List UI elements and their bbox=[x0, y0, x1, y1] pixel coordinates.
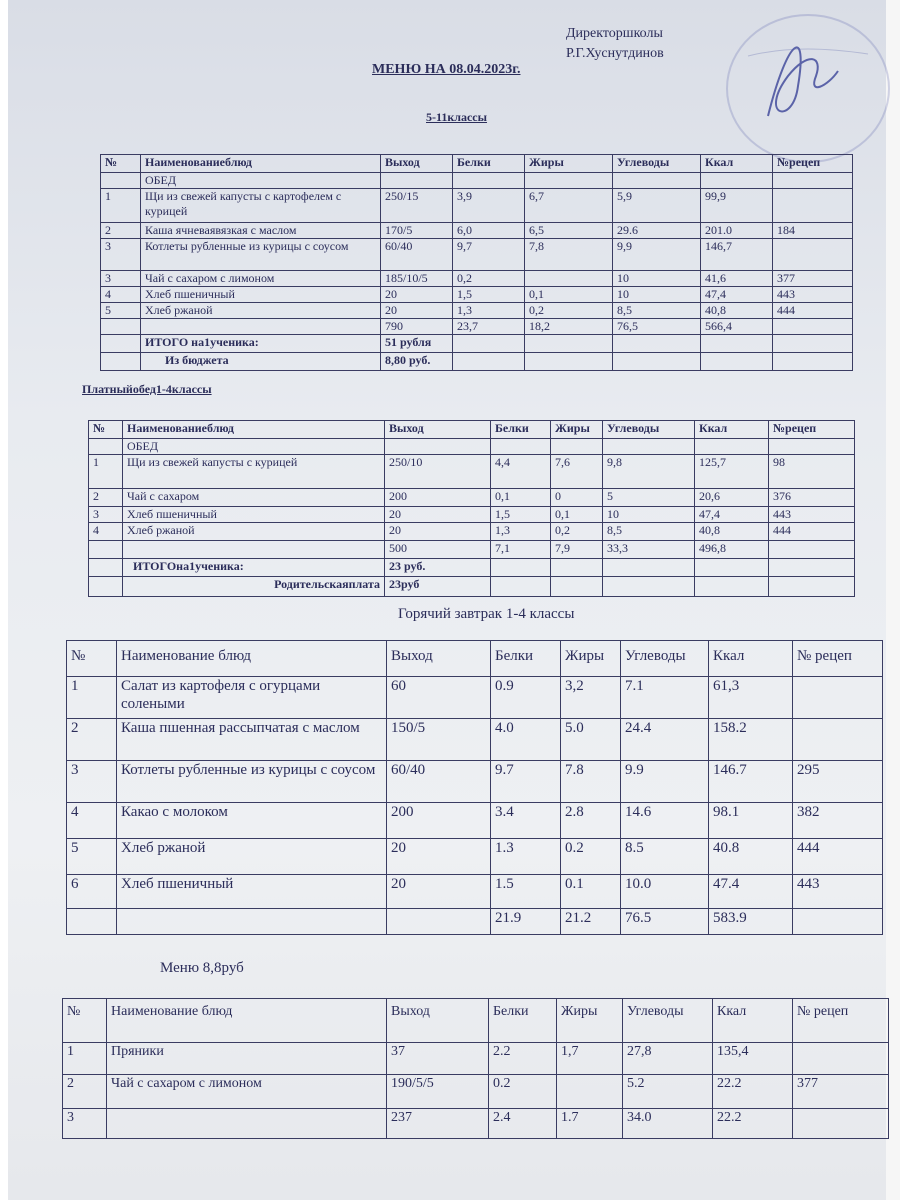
cell: 0,2 bbox=[551, 523, 603, 541]
cell: 10 bbox=[613, 287, 701, 303]
cell: Хлеб пшеничный bbox=[123, 507, 385, 523]
itogo-row bbox=[101, 335, 853, 353]
table-row bbox=[67, 761, 883, 803]
cell bbox=[525, 271, 613, 287]
cell: 1.5 bbox=[491, 875, 561, 909]
cell: 170/5 bbox=[381, 223, 453, 239]
cell: 9,7 bbox=[453, 239, 525, 271]
cell: 377 bbox=[793, 1075, 889, 1109]
header-cell: Выход bbox=[381, 155, 453, 173]
cell: 1.3 bbox=[491, 839, 561, 875]
cell: 443 bbox=[793, 875, 883, 909]
director-label: Директоршколы bbox=[566, 26, 663, 41]
cell: 790 bbox=[381, 319, 453, 335]
parent-payment-row bbox=[89, 577, 855, 597]
cell: 47.4 bbox=[709, 875, 793, 909]
table-row bbox=[101, 189, 853, 223]
cell bbox=[89, 541, 123, 559]
cell: 201.0 bbox=[701, 223, 773, 239]
cell: 4 bbox=[101, 287, 141, 303]
header-cell: Жиры bbox=[557, 999, 623, 1043]
paid-lunch-title: Платныйобед1-4классы bbox=[82, 382, 212, 396]
cell: 5 bbox=[603, 489, 695, 507]
header-cell: № bbox=[63, 999, 107, 1043]
lunch-table-5-11 bbox=[100, 154, 853, 371]
cell: 1,3 bbox=[491, 523, 551, 541]
cell: 3 bbox=[89, 507, 123, 523]
cell: 7,9 bbox=[551, 541, 603, 559]
header-cell: Углеводы bbox=[613, 155, 701, 173]
cell: 33,3 bbox=[603, 541, 695, 559]
cell: 3 bbox=[67, 761, 117, 803]
cell bbox=[67, 909, 117, 935]
cell: 37 bbox=[387, 1043, 489, 1075]
menu-8-8-title: Меню 8,8руб bbox=[160, 960, 244, 976]
cell: 20 bbox=[385, 523, 491, 541]
cell: Хлеб ржаной bbox=[117, 839, 387, 875]
cell: 500 bbox=[385, 541, 491, 559]
cell: 47,4 bbox=[701, 287, 773, 303]
table-row bbox=[67, 875, 883, 909]
cell: 146,7 bbox=[701, 239, 773, 271]
cell bbox=[769, 541, 855, 559]
itogo-value: 23 руб. bbox=[385, 559, 491, 577]
cell: 2 bbox=[89, 489, 123, 507]
cell bbox=[123, 541, 385, 559]
cell: 2 bbox=[101, 223, 141, 239]
cell: 14.6 bbox=[621, 803, 709, 839]
cell: 18,2 bbox=[525, 319, 613, 335]
cell bbox=[387, 909, 491, 935]
cell bbox=[107, 1109, 387, 1139]
cell: 2.2 bbox=[489, 1043, 557, 1075]
cell: 135,4 bbox=[713, 1043, 793, 1075]
cell: 4 bbox=[67, 803, 117, 839]
cell: 20 bbox=[387, 839, 491, 875]
menu-8-8-table bbox=[62, 998, 889, 1139]
cell: 9,9 bbox=[613, 239, 701, 271]
cell: 1 bbox=[89, 455, 123, 489]
cell: 98.1 bbox=[709, 803, 793, 839]
cell: 76,5 bbox=[613, 319, 701, 335]
cell: Хлеб пшеничный bbox=[117, 875, 387, 909]
header-cell: Жиры bbox=[551, 421, 603, 439]
cell: 295 bbox=[793, 761, 883, 803]
cell: 2.8 bbox=[561, 803, 621, 839]
total-row bbox=[101, 319, 853, 335]
table-row bbox=[89, 489, 855, 507]
table-row bbox=[63, 1075, 889, 1109]
header-cell: Жиры bbox=[561, 641, 621, 677]
table-header-row bbox=[101, 155, 853, 173]
table-row bbox=[63, 1109, 889, 1139]
cell: 496,8 bbox=[695, 541, 769, 559]
cell: 382 bbox=[793, 803, 883, 839]
cell: 1,3 bbox=[453, 303, 525, 319]
header-cell: Наименование блюд bbox=[107, 999, 387, 1043]
section-row bbox=[101, 173, 853, 189]
cell: Салат из картофеля с огурцами солеными bbox=[117, 677, 387, 719]
header-cell: Ккал bbox=[701, 155, 773, 173]
cell: 7,8 bbox=[525, 239, 613, 271]
header-cell: Наименованиеблюд bbox=[141, 155, 381, 173]
header-cell: Выход bbox=[387, 999, 489, 1043]
cell: Щи из свежей капусты с картофелем с курицей bbox=[141, 189, 381, 223]
cell bbox=[773, 189, 853, 223]
cell: 0,2 bbox=[453, 271, 525, 287]
budget-label: Из бюджета bbox=[141, 353, 381, 371]
cell: 10 bbox=[603, 507, 695, 523]
cell: 20,6 bbox=[695, 489, 769, 507]
cell: 200 bbox=[385, 489, 491, 507]
parent-payment-value: 23руб bbox=[385, 577, 491, 597]
cell: 1 bbox=[63, 1043, 107, 1075]
cell: 9.9 bbox=[621, 761, 709, 803]
cell: 22.2 bbox=[713, 1075, 793, 1109]
header-cell: Наименование блюд bbox=[117, 641, 387, 677]
parent-payment-label: Родительскаяплата bbox=[123, 577, 385, 597]
cell: 76.5 bbox=[621, 909, 709, 935]
cell: 7,6 bbox=[551, 455, 603, 489]
cell: 237 bbox=[387, 1109, 489, 1139]
cell: Какао с молоком bbox=[117, 803, 387, 839]
cell: 7.1 bbox=[621, 677, 709, 719]
header-cell: Выход bbox=[385, 421, 491, 439]
cell: 6 bbox=[67, 875, 117, 909]
cell: 7,1 bbox=[491, 541, 551, 559]
cell: 29.6 bbox=[613, 223, 701, 239]
table-row bbox=[101, 303, 853, 319]
cell: Чай с сахаром с лимоном bbox=[107, 1075, 387, 1109]
menu-title: МЕНЮ НА 08.04.2023г. bbox=[372, 62, 521, 77]
itogo-value: 51 рубля bbox=[381, 335, 453, 353]
cell: 20 bbox=[387, 875, 491, 909]
cell: Котлеты рубленные из курицы с соусом bbox=[141, 239, 381, 271]
cell: 0.2 bbox=[561, 839, 621, 875]
cell: 60/40 bbox=[381, 239, 453, 271]
header-cell: Белки bbox=[491, 641, 561, 677]
cell: Каша ячневаявязкая с маслом bbox=[141, 223, 381, 239]
header-cell: Углеводы bbox=[623, 999, 713, 1043]
table-row bbox=[101, 271, 853, 287]
table-row bbox=[67, 677, 883, 719]
header-cell: Ккал bbox=[695, 421, 769, 439]
cell: 27,8 bbox=[623, 1043, 713, 1075]
cell bbox=[793, 1043, 889, 1075]
cell: 99,9 bbox=[701, 189, 773, 223]
cell: 6,5 bbox=[525, 223, 613, 239]
cell: 0 bbox=[551, 489, 603, 507]
cell: 34.0 bbox=[623, 1109, 713, 1139]
header-cell: № рецеп bbox=[793, 999, 889, 1043]
cell: 158.2 bbox=[709, 719, 793, 761]
cell: 21.2 bbox=[561, 909, 621, 935]
cell: 20 bbox=[381, 287, 453, 303]
table-row bbox=[67, 803, 883, 839]
budget-value: 8,80 руб. bbox=[381, 353, 453, 371]
cell: 41,6 bbox=[701, 271, 773, 287]
total-row bbox=[89, 541, 855, 559]
cell: 47,4 bbox=[695, 507, 769, 523]
cell: Чай с сахаром bbox=[123, 489, 385, 507]
cell: Пряники bbox=[107, 1043, 387, 1075]
header-cell: Ккал bbox=[713, 999, 793, 1043]
section-label: ОБЕД bbox=[123, 439, 385, 455]
cell: 5.2 bbox=[623, 1075, 713, 1109]
header-cell: №рецеп bbox=[769, 421, 855, 439]
cell: 61,3 bbox=[709, 677, 793, 719]
cell: 6,0 bbox=[453, 223, 525, 239]
cell: Щи из свежей капусты с курицей bbox=[123, 455, 385, 489]
cell bbox=[793, 909, 883, 935]
cell: 3,9 bbox=[453, 189, 525, 223]
cell: Хлеб ржаной bbox=[123, 523, 385, 541]
header-cell: Наименованиеблюд bbox=[123, 421, 385, 439]
section-row bbox=[89, 439, 855, 455]
header-cell: Белки bbox=[489, 999, 557, 1043]
table-row bbox=[89, 507, 855, 523]
cell: 1 bbox=[101, 189, 141, 223]
table-row bbox=[101, 223, 853, 239]
header-cell: № bbox=[89, 421, 123, 439]
cell: 40.8 bbox=[709, 839, 793, 875]
cell: 3 bbox=[101, 271, 141, 287]
cell: 10.0 bbox=[621, 875, 709, 909]
cell: 443 bbox=[769, 507, 855, 523]
cell: 3 bbox=[63, 1109, 107, 1139]
cell: 8,5 bbox=[603, 523, 695, 541]
header-cell: № bbox=[67, 641, 117, 677]
cell: 1,5 bbox=[491, 507, 551, 523]
header-cell: Жиры bbox=[525, 155, 613, 173]
cell: 5 bbox=[67, 839, 117, 875]
cell: 3 bbox=[101, 239, 141, 271]
itogo-row bbox=[89, 559, 855, 577]
cell: Хлеб пшеничный bbox=[141, 287, 381, 303]
header-cell: № рецеп bbox=[793, 641, 883, 677]
hot-breakfast-table bbox=[66, 640, 883, 935]
cell bbox=[793, 677, 883, 719]
cell: 1,5 bbox=[453, 287, 525, 303]
header-cell: Ккал bbox=[709, 641, 793, 677]
table-row bbox=[101, 287, 853, 303]
cell: 200 bbox=[387, 803, 491, 839]
breakfast-title: Горячий завтрак 1-4 классы bbox=[398, 606, 575, 622]
paid-lunch-table-1-4 bbox=[88, 420, 855, 597]
cell: 20 bbox=[385, 507, 491, 523]
cell: 0,2 bbox=[525, 303, 613, 319]
header-cell: Углеводы bbox=[603, 421, 695, 439]
cell: 21.9 bbox=[491, 909, 561, 935]
header-cell: № bbox=[101, 155, 141, 173]
cell: 1.7 bbox=[557, 1109, 623, 1139]
cell: 9,8 bbox=[603, 455, 695, 489]
cell: 377 bbox=[773, 271, 853, 287]
cell: 0,1 bbox=[551, 507, 603, 523]
cell: 250/15 bbox=[381, 189, 453, 223]
header-cell: №рецеп bbox=[773, 155, 853, 173]
cell: 8,5 bbox=[613, 303, 701, 319]
budget-row bbox=[101, 353, 853, 371]
cell: 10 bbox=[613, 271, 701, 287]
cell: 146.7 bbox=[709, 761, 793, 803]
cell: 444 bbox=[773, 303, 853, 319]
cell: 5 bbox=[101, 303, 141, 319]
cell: 7.8 bbox=[561, 761, 621, 803]
header-cell: Углеводы bbox=[621, 641, 709, 677]
cell: Хлеб ржаной bbox=[141, 303, 381, 319]
table-header-row bbox=[89, 421, 855, 439]
cell: 1,7 bbox=[557, 1043, 623, 1075]
cell: 2.4 bbox=[489, 1109, 557, 1139]
grades-subtitle: 5-11классы bbox=[426, 110, 488, 124]
table-row bbox=[67, 719, 883, 761]
cell bbox=[141, 319, 381, 335]
table-row bbox=[89, 455, 855, 489]
header-cell: Белки bbox=[453, 155, 525, 173]
cell: Котлеты рубленные из курицы с соусом bbox=[117, 761, 387, 803]
cell: 0,1 bbox=[525, 287, 613, 303]
table-header-row bbox=[67, 641, 883, 677]
director-signature bbox=[726, 14, 890, 163]
cell: 3,2 bbox=[561, 677, 621, 719]
cell bbox=[793, 1109, 889, 1139]
header-cell: Выход bbox=[387, 641, 491, 677]
cell: 184 bbox=[773, 223, 853, 239]
director-name: Р.Г.Хуснутдинов bbox=[566, 46, 664, 61]
cell: 566,4 bbox=[701, 319, 773, 335]
cell: 376 bbox=[769, 489, 855, 507]
table-header-row bbox=[63, 999, 889, 1043]
cell: 98 bbox=[769, 455, 855, 489]
cell: 0.1 bbox=[561, 875, 621, 909]
cell: 185/10/5 bbox=[381, 271, 453, 287]
cell: 60 bbox=[387, 677, 491, 719]
cell: 60/40 bbox=[387, 761, 491, 803]
cell: 443 bbox=[773, 287, 853, 303]
cell: 0.2 bbox=[489, 1075, 557, 1109]
cell: 5,9 bbox=[613, 189, 701, 223]
cell bbox=[793, 719, 883, 761]
cell: 2 bbox=[63, 1075, 107, 1109]
cell bbox=[773, 319, 853, 335]
table-row bbox=[89, 523, 855, 541]
cell: 0.9 bbox=[491, 677, 561, 719]
cell: 24.4 bbox=[621, 719, 709, 761]
cell: 444 bbox=[769, 523, 855, 541]
cell bbox=[773, 239, 853, 271]
cell bbox=[117, 909, 387, 935]
cell: 4 bbox=[89, 523, 123, 541]
cell: 40,8 bbox=[701, 303, 773, 319]
table-row bbox=[63, 1043, 889, 1075]
cell: 4,4 bbox=[491, 455, 551, 489]
cell: 3.4 bbox=[491, 803, 561, 839]
table-row bbox=[67, 839, 883, 875]
cell: 5.0 bbox=[561, 719, 621, 761]
cell bbox=[101, 319, 141, 335]
cell: 444 bbox=[793, 839, 883, 875]
cell: 150/5 bbox=[387, 719, 491, 761]
cell: 20 bbox=[381, 303, 453, 319]
cell: 22.2 bbox=[713, 1109, 793, 1139]
cell: 1 bbox=[67, 677, 117, 719]
cell: 6,7 bbox=[525, 189, 613, 223]
cell: Чай с сахаром с лимоном bbox=[141, 271, 381, 287]
cell: 2 bbox=[67, 719, 117, 761]
section-label: ОБЕД bbox=[141, 173, 381, 189]
cell: 125,7 bbox=[695, 455, 769, 489]
cell: 0,1 bbox=[491, 489, 551, 507]
cell: 583.9 bbox=[709, 909, 793, 935]
cell: 190/5/5 bbox=[387, 1075, 489, 1109]
cell: 8.5 bbox=[621, 839, 709, 875]
cell bbox=[557, 1075, 623, 1109]
cell: 9.7 bbox=[491, 761, 561, 803]
header-cell: Белки bbox=[491, 421, 551, 439]
cell: 250/10 bbox=[385, 455, 491, 489]
cell: Каша пшенная рассыпчатая с маслом bbox=[117, 719, 387, 761]
table-row bbox=[101, 239, 853, 271]
cell: 23,7 bbox=[453, 319, 525, 335]
total-row bbox=[67, 909, 883, 935]
itogo-label: ИТОГОна1ученика: bbox=[123, 559, 385, 577]
cell: 40,8 bbox=[695, 523, 769, 541]
itogo-label: ИТОГО на1ученика: bbox=[141, 335, 381, 353]
cell: 4.0 bbox=[491, 719, 561, 761]
